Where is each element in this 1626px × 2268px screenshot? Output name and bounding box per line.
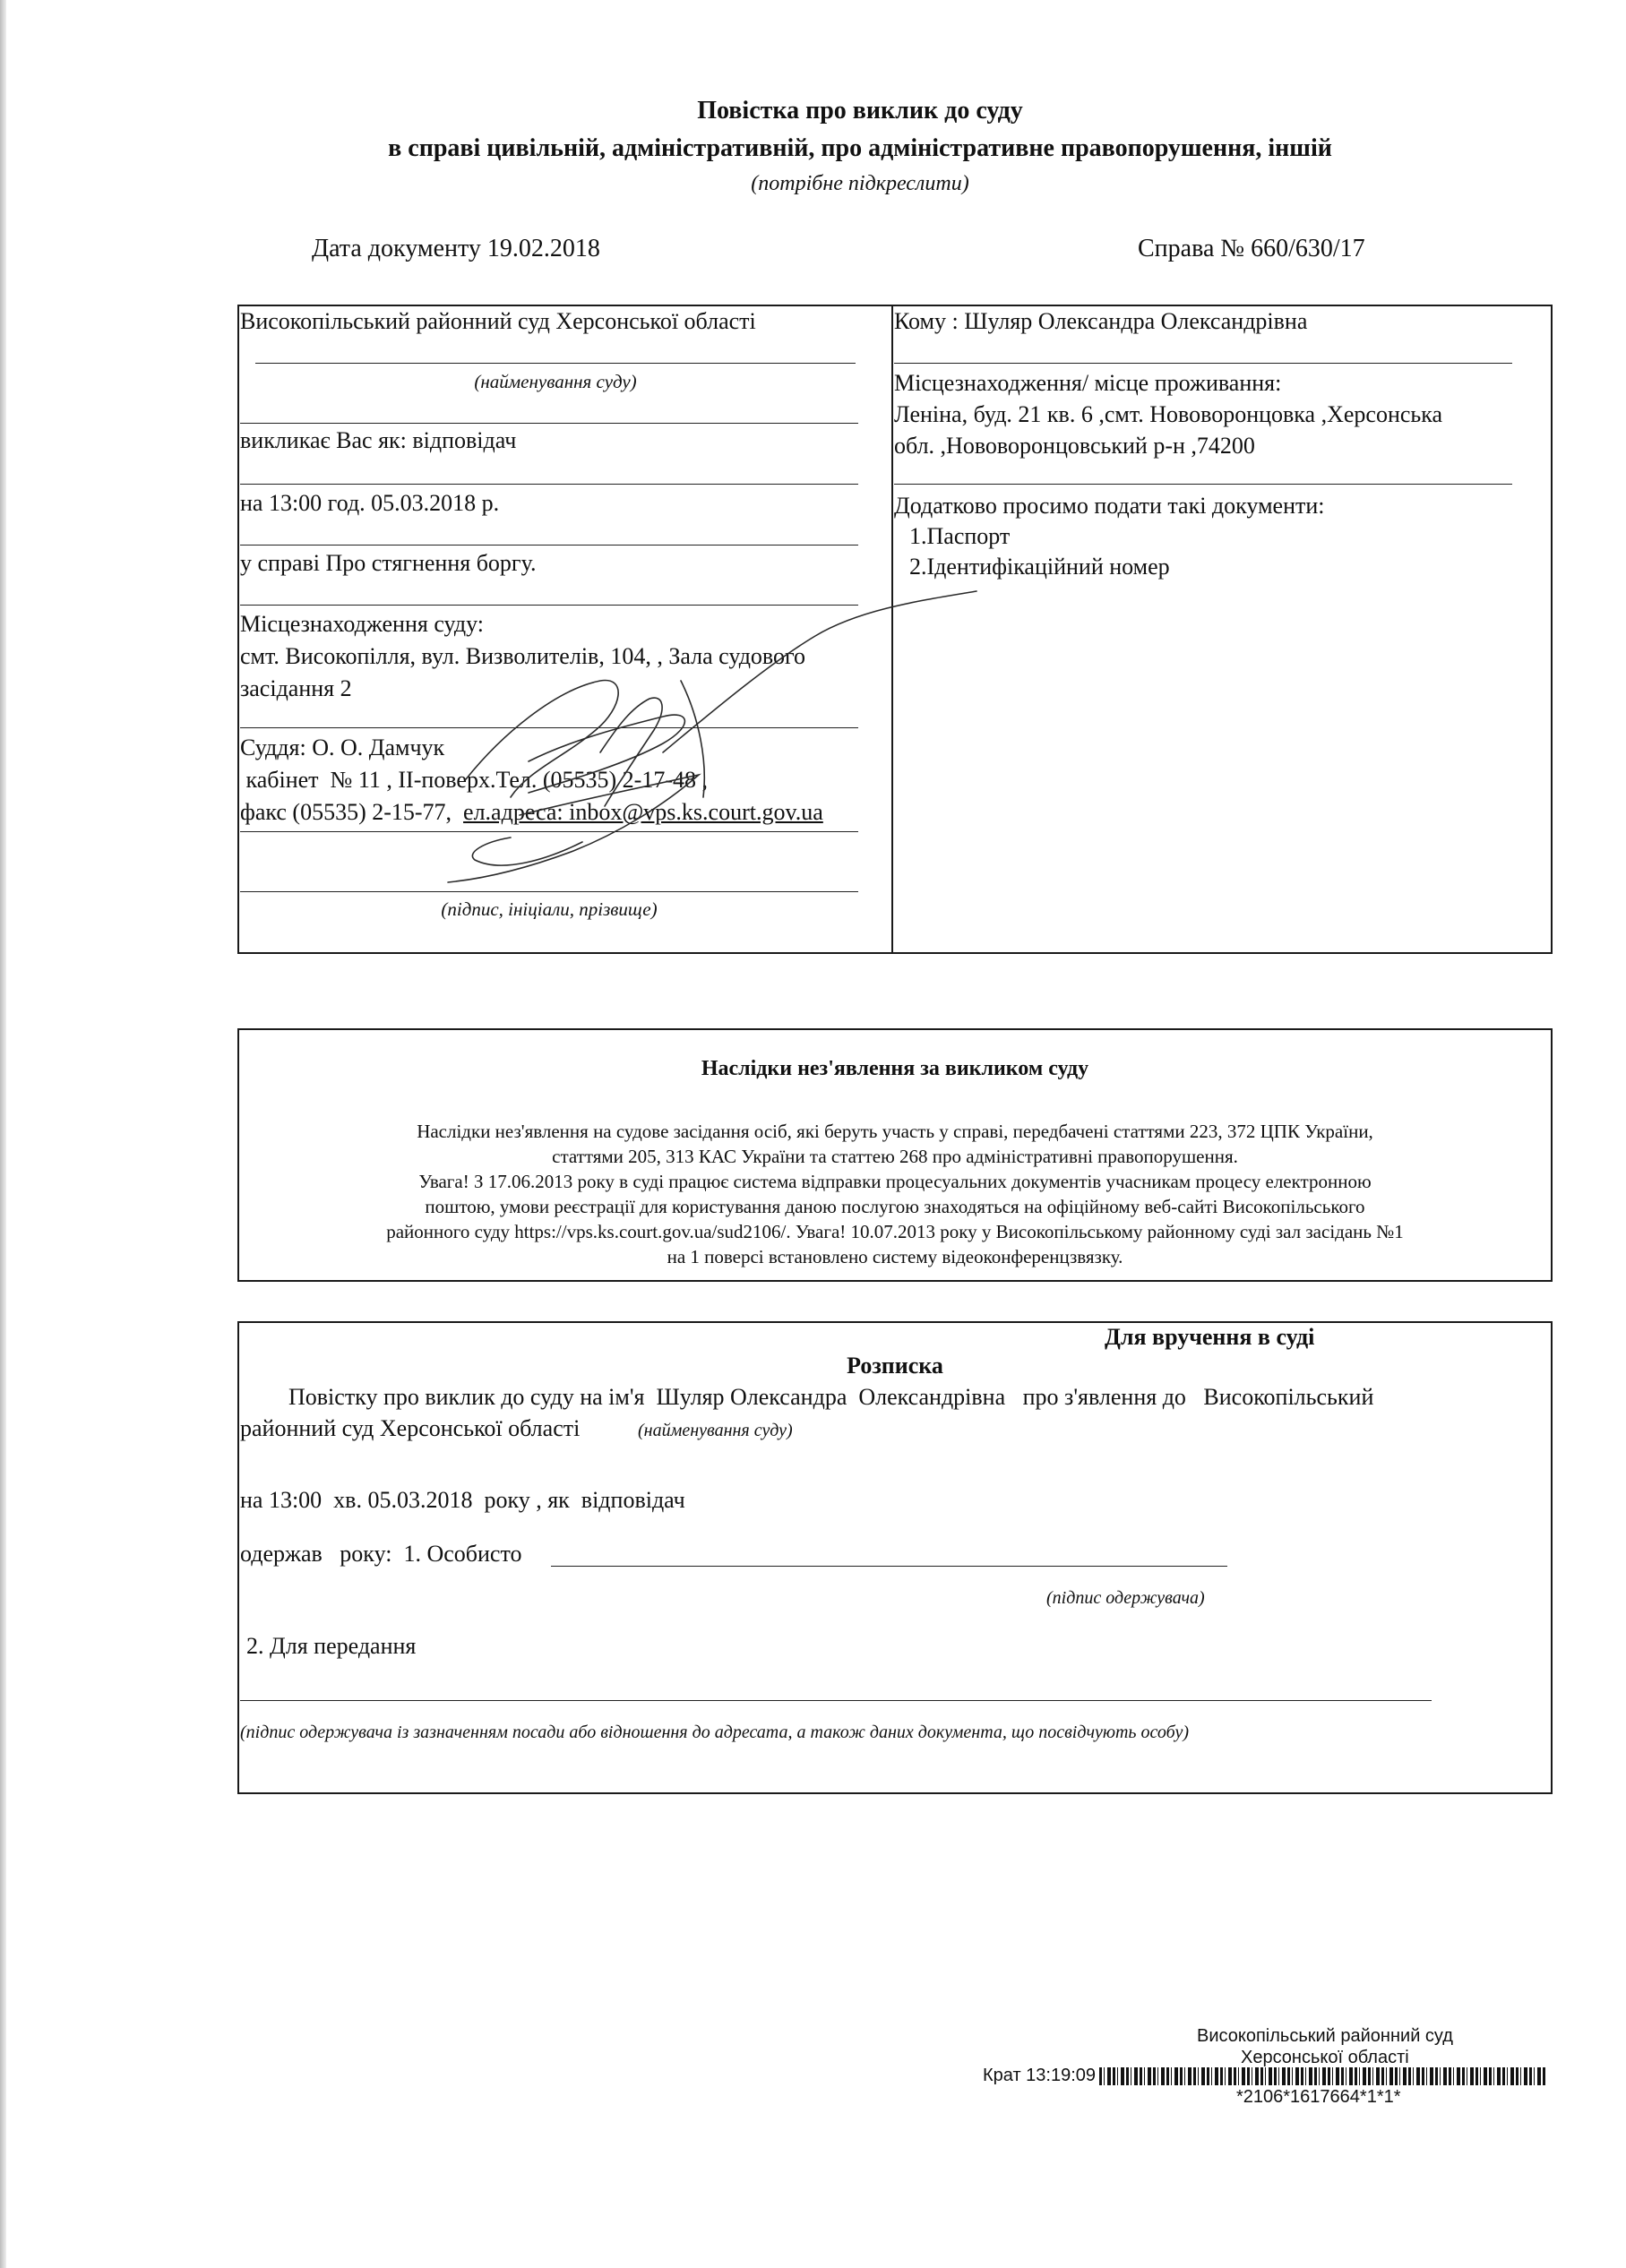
document-date: Дата документу 19.02.2018	[312, 235, 600, 262]
court-name-caption: (найменування суду)	[474, 371, 637, 392]
divider-line	[894, 363, 1512, 364]
additional-docs-label: Додатково просимо подати такі документи:	[894, 493, 1325, 519]
stamp-court-line1: Високопільський районний суд	[1197, 2026, 1453, 2046]
consequences-title: Наслідки нез'явлення за викликом суду	[701, 1057, 1089, 1080]
recipient-address-line1: Леніна, буд. 21 кв. 6 ,смт. Нововоронцовка ,Херсонська	[894, 401, 1443, 427]
barcode-text: *2106*1617664*1*1*	[1236, 2087, 1401, 2107]
court-name: Високопільський районний суд Херсонської області	[240, 308, 756, 334]
stamp-court-line2: Херсонської області	[1241, 2048, 1409, 2067]
consequences-text-line: статтями 205, 313 КАС України та статтею 268 про адміністративні правопорушення.	[552, 1146, 1238, 1167]
judge-name: Суддя: О. О. Дамчук	[240, 735, 445, 760]
divider-line	[240, 484, 858, 485]
hearing-time: на 13:00 год. 05.03.2018 р.	[240, 490, 500, 516]
receipt-court-caption: (найменування суду)	[638, 1421, 793, 1440]
court-location-label: Місцезнаходження суду:	[240, 611, 484, 637]
additional-doc-item: 1.Паспорт	[909, 523, 1011, 549]
receipt-time-line: на 13:00 хв. 05.03.2018 року , як відповідач	[240, 1487, 685, 1513]
recipient-address-label: Місцезнаходження/ місце проживання:	[894, 370, 1282, 396]
judge-signature	[394, 573, 1003, 896]
consequences-text-line: поштою, умови реєстрації для користування даною послугою знаходяться на офіційному веб-сайті Високопільського	[425, 1196, 1365, 1217]
summoned-as: викликає Вас як: відповідач	[240, 427, 517, 453]
consequences-text-line: на 1 поверсі встановлено систему відеоконференцзвязку.	[667, 1246, 1123, 1267]
receiver-signature-line	[551, 1566, 1227, 1567]
receipt-received-line: одержав року: 1. Особисто	[240, 1541, 522, 1567]
consequences-text-line: Наслідки нез'явлення на судове засідання осіб, які беруть участь у справі, передбачені статтями 223, 372 ЦПК України,	[417, 1121, 1373, 1142]
court-location-line1: смт. Високопілля, вул. Визволителів, 104, , Зала судового	[240, 643, 806, 669]
scan-edge-shadow	[0, 0, 6, 2268]
divider-line	[240, 545, 858, 546]
consequences-text-line: Увага! З 17.06.2013 року в суді працює система відправки процесуальних документів учасникам процесу електронною	[418, 1171, 1372, 1192]
case-subject: у справі Про стягнення боргу.	[240, 550, 537, 576]
signature-caption: (підпис, ініціали, прізвище)	[441, 898, 658, 920]
receipt-title: Розписка	[847, 1353, 943, 1379]
court-name-underline	[255, 363, 856, 364]
title-line2: в справі цивільній, адміністративній, про адміністративне правопорушення, іншій	[388, 134, 1332, 162]
divider-line	[240, 423, 858, 424]
transfer-signature-line	[240, 1700, 1432, 1701]
transfer-caption: (підпис одержувача із зазначенням посади або відношення до адресата, а також даних документа, що посвідчують особу)	[240, 1722, 1189, 1742]
divider-line	[894, 484, 1512, 485]
additional-doc-item: 2.Ідентифікаційний номер	[909, 554, 1170, 580]
recipient-name: Кому : Шуляр Олександра Олександрівна	[894, 308, 1308, 334]
court-email: ел.адреса: inbox@vps.ks.court.gov.ua	[463, 799, 823, 825]
consequences-text-line: районного суду https://vps.ks.court.gov.ua/sud2106/. Увага! 10.07.2013 року у Високопільському районному суді зал засідань №1	[386, 1221, 1404, 1242]
delivery-note: Для вручення в суді	[1105, 1324, 1315, 1350]
title-note: (потрібне підкреслити)	[751, 172, 969, 195]
recipient-address-line2: обл. ,Нововоронцовський р-н ,74200	[894, 433, 1255, 459]
judge-office: кабінет № 11 , ІІ-поверх.Тел. (05535) 2-17-48 ,	[240, 767, 708, 793]
fax-number: факс (05535) 2-15-77,	[240, 799, 464, 825]
document-barcode	[1099, 2067, 1547, 2085]
receipt-transfer-line: 2. Для передання	[246, 1633, 417, 1659]
receiver-caption: (підпис одержувача)	[1046, 1588, 1205, 1608]
title-line1: Повістка про виклик до суду	[697, 97, 1023, 125]
receipt-court-name: районний суд Херсонської області	[240, 1415, 581, 1441]
case-number: Справа № 660/630/17	[1138, 235, 1365, 262]
court-location-line2: засідання 2	[240, 675, 352, 701]
receipt-text-line1: Повістку про виклик до суду на ім'я Шуляр Олександра Олександрівна про з'явлення до Високопільський	[288, 1384, 1374, 1410]
stamp-time: Крат 13:19:09	[983, 2066, 1097, 2085]
